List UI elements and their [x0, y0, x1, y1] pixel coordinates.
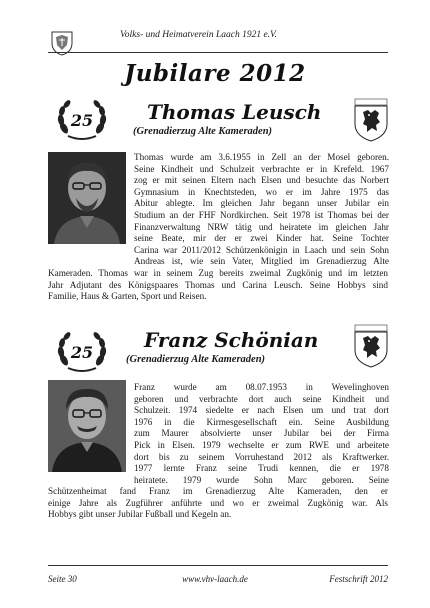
header-divider [48, 52, 388, 53]
bio-line: Gymnasium in Knechtsteden, wo er im Jahre 1975 das [134, 186, 389, 197]
person-photo [48, 152, 126, 244]
bio-line: Studium an der FHF Nordkirchen. Seit 1978 ist Thomas bei der [134, 209, 389, 220]
header-title: Volks- und Heimatverein Laach 1921 e.V. [120, 30, 277, 40]
badge-number: 25 [70, 111, 94, 130]
bio-line: 1977 lernte Franz seine Trudi kennen, die er 1978 [134, 463, 389, 474]
bio-line: zog er mit seinen Eltern nach Elsen und besuchte das Norbert [134, 175, 389, 186]
group-crest-icon [354, 324, 388, 368]
bio-line: Finanzverwaltung NRW tätig und heiratete im gleichen Jahr [134, 221, 389, 232]
bio-line: Familie, Haus & Garten, Sport und Reisen. [48, 291, 207, 302]
bio-line: seine Beate, mir der er zwei Kinder hat. Seine Tochter [134, 233, 389, 244]
bio-line: heiratete. 1979 wurde Sohn Marc geboren. Seine [134, 474, 389, 485]
bio-line: Pick in Elsen. 1979 wechselte er zum RWE und arbeitete [134, 439, 389, 450]
person-group: (Grenadierzug Alte Kameraden) [133, 126, 273, 137]
laurel-badge [54, 330, 110, 374]
bio-line: Andreas ist, wie sein Vater, Mitglied im Grenadierzug Alte [134, 256, 389, 267]
bio-line: Franz wurde am 08.07.1953 in Wevelinghoven [134, 382, 389, 392]
group-crest-icon [354, 98, 388, 142]
bio-line: Hobbys gibt unser Jubilar Fußball und Kegeln an. [48, 509, 232, 520]
laurel-badge [54, 98, 110, 142]
bio-line: einige Jahre als Zugführer anführte und wo er zweimal Zugkönig war. Als [48, 497, 388, 508]
bio-line: Seine Kindheit und Schulzeit verbrachte er in Krefeld. 1967 [134, 163, 389, 174]
bio-line: Abitur ablegte. Im gleichen Jahr begann unser Jubilar ein [134, 198, 389, 209]
bio-line: Schulzeit. 1974 siedelte er nach Elsen um und trat dort [134, 405, 389, 416]
person-bio [134, 152, 389, 268]
bio-line: zum Maurer absolvierte unser Jubilar bei der Firma [134, 428, 389, 439]
person-name: Franz Schönian [144, 328, 319, 352]
bio-line: Kameraden. Thomas war in seinem Zug bereits zweimal Zugkönig und im letzten [48, 268, 388, 278]
footer-publication: Festschrift 2012 [329, 574, 388, 584]
person-bio [134, 382, 389, 486]
person-photo [48, 380, 126, 472]
bio-line: Schützenheimat fand Franz im Grenadierzug Alte Kameraden, den er [48, 486, 388, 496]
bio-line: Carina war 2011/2012 Schützenkönigin in Laach und sein Sohn [134, 244, 389, 255]
bio-line: Jahr Adjutant des Königspaares Thomas und Carina Leusch. Seine Hobbys sind [48, 279, 388, 290]
bio-line: dort bis zu seinem Vorruhestand 2012 als Kraftwerker. [134, 451, 389, 462]
footer-url: www.vhv-laach.de [182, 574, 248, 584]
page-number: Seite 30 [48, 574, 77, 584]
bio-line: Thomas wurde am 3.6.1955 in Zell an der Mosel geboren. [134, 152, 389, 162]
person-group: (Grenadierzug Alte Kameraden) [126, 354, 266, 365]
person-name: Thomas Leusch [147, 100, 322, 124]
badge-number: 25 [70, 343, 94, 362]
footer-divider [48, 565, 388, 566]
person-bio-continued [48, 486, 388, 521]
bio-line: 1976 in die Kirmesgesellschaft ein. Seine Ausbildung [134, 416, 389, 427]
person-bio-continued [48, 268, 388, 303]
bio-line: geboren und verbrachte dort auch seine Kindheit und [134, 393, 389, 404]
page-title: Jubilare 2012 [124, 60, 306, 87]
